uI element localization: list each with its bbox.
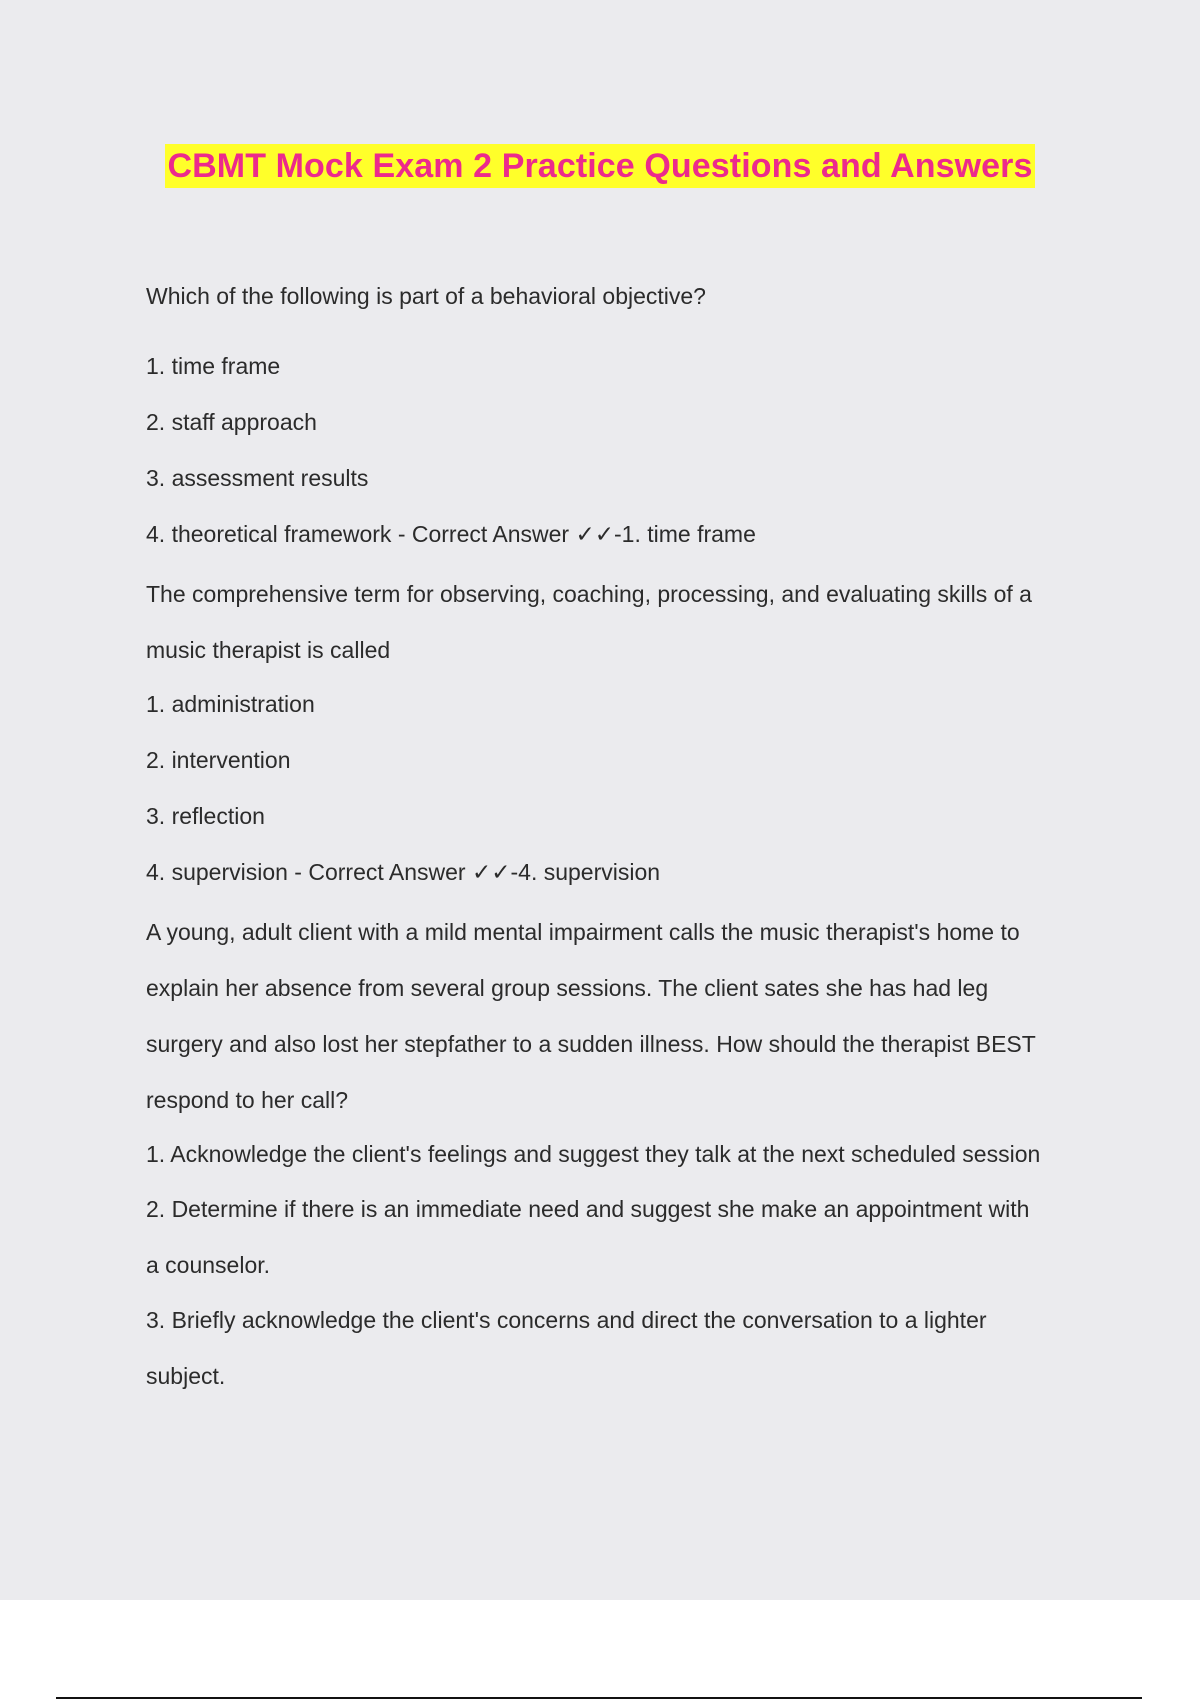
question-1-option-1: 1. time frame — [146, 353, 281, 379]
question-1-answer: 4. theoretical framework - Correct Answer ✓✓-1. time frame — [146, 521, 756, 547]
document-body — [146, 280, 1086, 1416]
question-3-option-2-line-1: 2. Determine if there is an immediate need and suggest she make an appointment with — [146, 1196, 1030, 1222]
question-3-text-line-2: explain her absence from several group sessions. The client sates she has had leg — [146, 975, 989, 1001]
question-3-text-line-3: surgery and also lost her stepfather to a sudden illness. How should the therapist BEST — [146, 1031, 1036, 1057]
document-title: CBMT Mock Exam 2 Practice Questions and Answers — [165, 144, 1034, 188]
question-2-option-2: 2. intervention — [146, 747, 291, 773]
question-3-option-3-line-2: subject. — [146, 1363, 226, 1389]
question-1-option-3: 3. assessment results — [146, 465, 369, 491]
question-2-text-line-2: music therapist is called — [146, 637, 391, 663]
question-3-text-line-1: A young, adult client with a mild mental impairment calls the music therapist's home to — [146, 919, 1020, 945]
question-1-option-2: 2. staff approach — [146, 409, 317, 435]
question-2-option-3: 3. reflection — [146, 803, 265, 829]
question-2-text-line-1: The comprehensive term for observing, coaching, processing, and evaluating skills of a — [146, 581, 1032, 607]
question-2-option-1: 1. administration — [146, 691, 315, 717]
question-3-option-2-line-2: a counselor. — [146, 1252, 271, 1278]
footer-divider — [56, 1697, 1142, 1699]
question-1-text: Which of the following is part of a behavioral objective? — [146, 283, 706, 309]
title-wrapper — [0, 144, 1200, 188]
question-3-text-line-4: respond to her call? — [146, 1087, 349, 1113]
question-3-option-1: 1. Acknowledge the client's feelings and suggest they talk at the next scheduled session — [146, 1141, 1041, 1167]
question-2-answer: 4. supervision - Correct Answer ✓✓-4. supervision — [146, 859, 661, 885]
question-3-option-3-line-1: 3. Briefly acknowledge the client's concerns and direct the conversation to a lighter — [146, 1307, 987, 1333]
